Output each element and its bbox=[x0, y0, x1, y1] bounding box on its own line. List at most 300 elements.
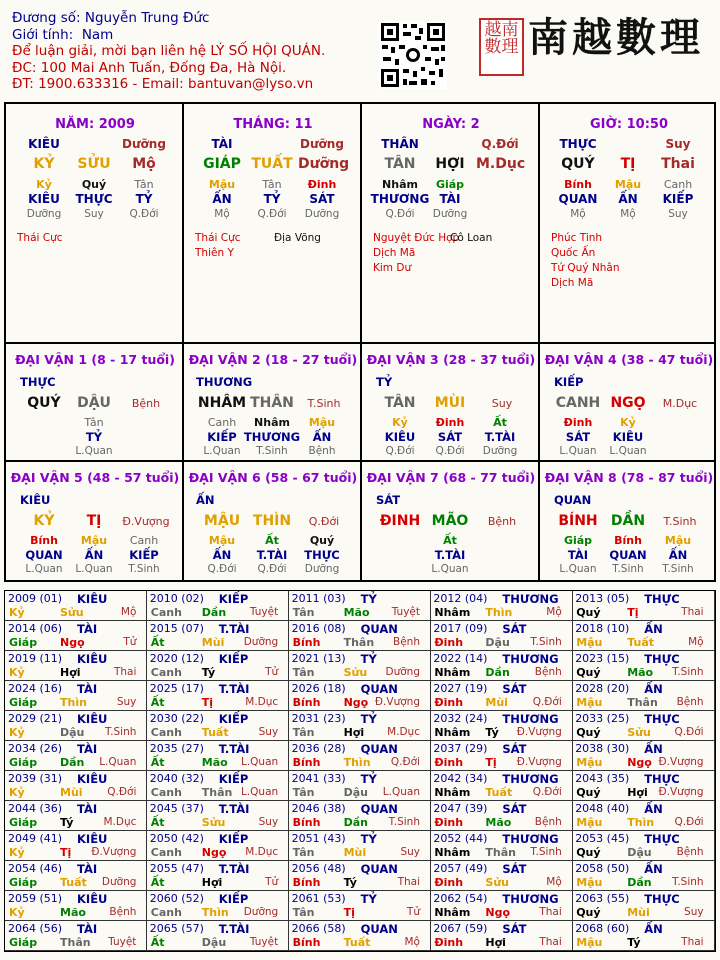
luck-h3-cell: T.Sinh bbox=[256, 445, 288, 457]
year-phase: Bệnh bbox=[676, 696, 704, 708]
year-god: ẤN bbox=[644, 802, 663, 816]
luck-h1-cell: Quý bbox=[309, 534, 335, 547]
year-label: 2038 (30) bbox=[575, 742, 630, 755]
year-branch: Dậu bbox=[485, 636, 510, 649]
year-label: 2021 (13) bbox=[291, 652, 346, 665]
year-god: ẤN bbox=[644, 742, 663, 756]
luck-h2-cell: SÁT bbox=[565, 430, 591, 444]
year-phase: Thai bbox=[539, 906, 562, 918]
year-phase: M.Dục bbox=[103, 816, 137, 828]
year-god: SÁT bbox=[502, 802, 527, 816]
year-label: 2031 (23) bbox=[291, 712, 346, 725]
year-stem: Tân bbox=[292, 666, 315, 679]
year-cell-2068[interactable] bbox=[572, 921, 714, 951]
year-phase: Đ.Vượng bbox=[91, 846, 137, 858]
year-cell-2020[interactable] bbox=[147, 651, 289, 681]
year-stem: Quý bbox=[576, 906, 601, 919]
year-cell-2043[interactable] bbox=[572, 771, 714, 801]
pillar-row1-cell: Q.Đới bbox=[481, 137, 519, 151]
year-label: 2042 (34) bbox=[433, 772, 488, 785]
year-label: 2012 (04) bbox=[433, 592, 488, 605]
year-cell-2058[interactable] bbox=[572, 861, 714, 891]
year-cell-2032[interactable] bbox=[430, 711, 572, 741]
year-label: 2037 (29) bbox=[433, 742, 488, 755]
year-cell-2030[interactable] bbox=[147, 711, 289, 741]
year-branch: Dậu bbox=[627, 846, 652, 859]
year-god: ẤN bbox=[644, 622, 663, 636]
year-branch: Mão bbox=[60, 906, 86, 919]
luck-branch: THÌN bbox=[252, 513, 292, 529]
year-label: 2027 (19) bbox=[433, 682, 488, 695]
year-cell-2066[interactable] bbox=[289, 921, 431, 951]
year-cell-2041[interactable] bbox=[289, 771, 431, 801]
contact-invite: Để luận giải, mời bạn liên hệ LÝ SỐ HỘI QUÁN. bbox=[12, 43, 326, 59]
year-label: 2026 (18) bbox=[291, 682, 346, 695]
pillar-row2-cell: HỢI bbox=[435, 156, 465, 172]
year-god: TỶ bbox=[360, 892, 377, 906]
year-branch: Dần bbox=[60, 756, 85, 769]
year-cell-2025[interactable] bbox=[147, 681, 289, 711]
year-god: THỰC bbox=[644, 832, 680, 846]
year-cell-2063[interactable] bbox=[572, 891, 714, 921]
luck-title: ĐẠI VẬN 1 (8 - 17 tuổi) bbox=[15, 352, 175, 367]
luck-h3-cell: Q.Đới bbox=[435, 445, 465, 457]
year-branch: Thân bbox=[60, 936, 91, 949]
year-phase: Tử bbox=[123, 636, 137, 648]
year-label: 2040 (32) bbox=[149, 772, 204, 785]
year-cell-2023[interactable] bbox=[572, 651, 714, 681]
pillar-row1-cell: THÂN bbox=[381, 137, 419, 151]
year-branch: Tị bbox=[627, 606, 639, 619]
luck-h3-cell: T.Sinh bbox=[612, 563, 644, 575]
year-stem: Quý bbox=[576, 846, 601, 859]
year-cell-2015[interactable] bbox=[147, 621, 289, 651]
year-god: TỶ bbox=[360, 712, 377, 726]
year-branch: Thân bbox=[343, 636, 375, 649]
year-stem: Giáp bbox=[9, 696, 38, 709]
year-label: 2013 (05) bbox=[575, 592, 630, 605]
year-stem: Tân bbox=[292, 906, 315, 919]
pillar-title: THÁNG: 11 bbox=[233, 117, 313, 132]
seal-text: 越南數理 bbox=[484, 20, 519, 57]
luck-h2-cell: KIẾP bbox=[129, 548, 159, 562]
luck-h2-cell: QUAN bbox=[609, 548, 647, 562]
year-cell-2017[interactable] bbox=[430, 621, 572, 651]
year-branch: Dậu bbox=[343, 786, 368, 799]
year-label: 2010 (02) bbox=[149, 592, 204, 605]
year-stem: Đinh bbox=[434, 636, 464, 649]
luck-branch: DẦN bbox=[610, 513, 646, 529]
year-branch: Dần bbox=[485, 666, 510, 679]
year-stem: Đinh bbox=[434, 756, 464, 769]
luck-god: KIÊU bbox=[20, 493, 51, 507]
star-item: Địa Võng bbox=[274, 232, 321, 244]
year-phase: Dưỡng bbox=[385, 666, 420, 678]
year-label: 2065 (57) bbox=[149, 922, 204, 935]
year-label: 2022 (14) bbox=[433, 652, 488, 665]
luck-title: ĐẠI VẬN 7 (68 - 77 tuổi) bbox=[366, 470, 536, 485]
year-phase: Dưỡng bbox=[243, 636, 279, 648]
year-cell-2065[interactable] bbox=[147, 921, 289, 951]
year-phase: Tuyệt bbox=[249, 606, 279, 618]
year-phase: L.Quan bbox=[382, 786, 420, 798]
year-god: T.TÀI bbox=[218, 802, 250, 816]
year-stem: Đinh bbox=[434, 816, 464, 829]
year-cell-2035[interactable] bbox=[147, 741, 289, 771]
year-cell-2047[interactable] bbox=[430, 801, 572, 831]
year-stem: Giáp bbox=[9, 816, 38, 829]
year-branch: Sửu bbox=[627, 726, 651, 739]
year-god: TỶ bbox=[360, 652, 377, 666]
year-phase: Suy bbox=[400, 846, 420, 858]
luck-h2-cell: ẤN bbox=[212, 548, 232, 562]
year-god: KIÊU bbox=[77, 712, 108, 726]
luck-h2-cell: ẤN bbox=[84, 548, 104, 562]
year-branch: Ngọ bbox=[485, 906, 511, 919]
pillar-row1-cell: Dưỡng bbox=[300, 137, 344, 151]
year-label: 2053 (45) bbox=[575, 832, 630, 845]
year-stem: Tân bbox=[292, 606, 315, 619]
year-label: 2035 (27) bbox=[149, 742, 204, 755]
year-god: THƯƠNG bbox=[502, 892, 559, 906]
year-god: KIẾP bbox=[218, 832, 249, 846]
year-god: THỰC bbox=[644, 892, 680, 906]
year-cell-2051[interactable] bbox=[289, 831, 431, 861]
pillar-row3-cell: Mậu bbox=[208, 178, 236, 191]
year-god: QUAN bbox=[360, 682, 398, 696]
year-god: ẤN bbox=[644, 922, 663, 936]
luck-god: THƯƠNG bbox=[196, 375, 253, 389]
year-branch: Ngọ bbox=[201, 846, 227, 859]
year-cell-2053[interactable] bbox=[572, 831, 714, 861]
year-god: THƯƠNG bbox=[502, 712, 559, 726]
year-cell-2046[interactable] bbox=[289, 801, 431, 831]
pillar-title: NGÀY: 2 bbox=[422, 117, 480, 132]
year-cell-2024[interactable] bbox=[5, 681, 147, 711]
owner-label: Đương số: bbox=[12, 10, 81, 26]
pillar-row4-cell: KIẾP bbox=[662, 192, 694, 206]
year-stem: Bính bbox=[292, 756, 321, 769]
year-phase: Tuyệt bbox=[249, 936, 279, 948]
year-cell-2060[interactable] bbox=[147, 891, 289, 921]
year-cell-2061[interactable] bbox=[289, 891, 431, 921]
year-phase: Q.Đới bbox=[107, 786, 137, 798]
year-branch: Dần bbox=[201, 606, 227, 619]
year-cell-2029[interactable] bbox=[5, 711, 147, 741]
qr-code-icon[interactable] bbox=[379, 21, 447, 89]
year-label: 2060 (52) bbox=[149, 892, 204, 905]
year-phase: Suy bbox=[258, 816, 279, 828]
pillar-row4-cell: ẤN bbox=[212, 192, 232, 206]
pillar-row5-cell: Dưỡng bbox=[432, 208, 468, 220]
year-branch: Tý bbox=[60, 816, 74, 829]
year-phase: Tử bbox=[265, 876, 279, 888]
year-cell-2022[interactable] bbox=[430, 651, 572, 681]
pillar-row5-cell: Q.Đới bbox=[129, 208, 159, 220]
year-god: KIÊU bbox=[77, 892, 108, 906]
year-god: THỰC bbox=[644, 652, 680, 666]
pillar-row3-cell: Kỷ bbox=[36, 178, 52, 191]
pillar-row5-cell: Mộ bbox=[214, 208, 230, 220]
luck-h2-cell: QUAN bbox=[25, 548, 63, 562]
year-cell-2062[interactable] bbox=[430, 891, 572, 921]
year-cell-2052[interactable] bbox=[430, 831, 572, 861]
year-cell-2056[interactable] bbox=[289, 861, 431, 891]
year-phase: Thai bbox=[681, 606, 704, 618]
luck-h3-cell: Dưỡng bbox=[482, 445, 518, 457]
year-label: 2044 (36) bbox=[8, 802, 63, 815]
year-god: THƯƠNG bbox=[502, 832, 559, 846]
year-phase: T.Sinh bbox=[104, 726, 137, 738]
luck-h1-cell: Bính bbox=[30, 534, 58, 547]
luck-phase: Q.Đới bbox=[308, 515, 340, 528]
year-stem: Giáp bbox=[9, 636, 38, 649]
pillar-row5-cell: Mộ bbox=[570, 208, 586, 220]
year-label: 2034 (26) bbox=[8, 742, 63, 755]
pillar-row2-cell: TỊ bbox=[620, 156, 636, 172]
year-phase: Mộ bbox=[688, 636, 704, 648]
year-stem: Canh bbox=[150, 726, 182, 739]
year-phase: Đ.Vượng bbox=[516, 756, 562, 768]
year-label: 2029 (21) bbox=[8, 712, 63, 725]
luck-h1-cell: Kỷ bbox=[620, 416, 636, 429]
luck-h1-cell: Giáp bbox=[563, 534, 593, 547]
year-cell-2012[interactable] bbox=[430, 591, 572, 621]
year-stem: Ất bbox=[150, 636, 165, 649]
year-branch: Dậu bbox=[60, 726, 85, 739]
pillar-row2-cell: TÂN bbox=[384, 156, 416, 172]
year-cell-2026[interactable] bbox=[289, 681, 431, 711]
year-stem: Canh bbox=[150, 606, 182, 619]
gender-label: Giới tính: bbox=[12, 26, 74, 43]
luck-h2-cell: SÁT bbox=[437, 430, 463, 444]
year-label: 2014 (06) bbox=[8, 622, 63, 635]
luck-branch: NGỌ bbox=[610, 395, 646, 411]
year-stem: Ất bbox=[150, 756, 165, 769]
year-cell-2055[interactable] bbox=[147, 861, 289, 891]
pillar-row5-cell: Suy bbox=[668, 208, 688, 220]
year-stem: Tân bbox=[292, 726, 315, 739]
year-god: SÁT bbox=[502, 682, 527, 696]
luck-h3-cell: T.Sinh bbox=[128, 563, 160, 575]
pillar-row3-cell: Tân bbox=[262, 178, 282, 191]
year-god: TỶ bbox=[360, 832, 377, 846]
year-branch: Sửu bbox=[485, 876, 509, 889]
year-cell-2021[interactable] bbox=[289, 651, 431, 681]
year-label: 2039 (31) bbox=[8, 772, 63, 785]
year-cell-2028[interactable] bbox=[572, 681, 714, 711]
year-branch: Mão bbox=[343, 606, 370, 619]
year-cell-2036[interactable] bbox=[289, 741, 431, 771]
pillar-stars bbox=[373, 231, 459, 276]
year-stem: Kỷ bbox=[9, 846, 25, 859]
year-phase: Dưỡng bbox=[101, 876, 137, 888]
year-stem: Nhâm bbox=[434, 786, 471, 799]
year-stem: Ất bbox=[150, 876, 165, 889]
year-phase: Thai bbox=[397, 876, 420, 888]
year-label: 2061 (53) bbox=[291, 892, 346, 905]
year-god: ẤN bbox=[644, 682, 663, 696]
pillar-row3-cell: Canh bbox=[663, 178, 693, 191]
luck-branch: MÃO bbox=[431, 513, 469, 529]
year-stem: Bính bbox=[292, 696, 321, 709]
year-branch: Tị bbox=[60, 846, 72, 859]
pillar-row2-cell: TUẤT bbox=[251, 156, 293, 172]
pillar-row3-cell: Bính bbox=[564, 178, 592, 191]
pillar-title: GIỜ: 10:50 bbox=[590, 117, 668, 132]
year-phase: Tử bbox=[265, 666, 279, 678]
luck-h3-cell: L.Quan bbox=[431, 563, 469, 575]
year-god: KIẾP bbox=[218, 892, 249, 906]
luck-h1-cell: Mậu bbox=[664, 534, 692, 547]
luck-god: TỶ bbox=[376, 375, 393, 389]
year-phase: Mộ bbox=[404, 936, 420, 948]
pillar-row4-cell: THỰC bbox=[75, 192, 113, 206]
luck-stem: TÂN bbox=[384, 395, 416, 411]
luck-title: ĐẠI VẬN 8 (78 - 87 tuổi) bbox=[544, 470, 714, 485]
luck-h1-cell: Ất bbox=[265, 534, 279, 547]
year-cell-2038[interactable] bbox=[572, 741, 714, 771]
year-cell-2049[interactable] bbox=[5, 831, 147, 861]
year-god: TỶ bbox=[360, 592, 377, 606]
luck-h3-cell: L.Quan bbox=[75, 563, 113, 575]
year-cell-2010[interactable] bbox=[147, 591, 289, 621]
luck-h2-cell: KIẾP bbox=[207, 430, 237, 444]
year-cell-2040[interactable] bbox=[147, 771, 289, 801]
year-god: QUAN bbox=[360, 742, 398, 756]
year-cell-2018[interactable] bbox=[572, 621, 714, 651]
year-branch: Hợi bbox=[485, 936, 506, 949]
year-phase: Thai bbox=[113, 666, 137, 678]
year-stem: Đinh bbox=[434, 936, 464, 949]
year-cell-2034[interactable] bbox=[5, 741, 147, 771]
year-cell-2044[interactable] bbox=[5, 801, 147, 831]
year-stem: Quý bbox=[576, 726, 601, 739]
star-item: Thiên Y bbox=[195, 247, 234, 259]
year-cell-2016[interactable] bbox=[289, 621, 431, 651]
year-cell-2009[interactable] bbox=[5, 591, 147, 621]
year-stem: Đinh bbox=[434, 876, 464, 889]
luck-stem: BÍNH bbox=[558, 513, 598, 529]
year-cell-2014[interactable] bbox=[5, 621, 147, 651]
year-stem: Kỷ bbox=[9, 726, 25, 739]
year-stem: Mậu bbox=[576, 936, 603, 949]
year-cell-2027[interactable] bbox=[430, 681, 572, 711]
year-phase: Bệnh bbox=[534, 816, 562, 828]
year-cell-2057[interactable] bbox=[430, 861, 572, 891]
luck-period-6 bbox=[184, 462, 360, 578]
pillar-row4-cell: QUAN bbox=[558, 192, 598, 206]
year-branch: Mùi bbox=[627, 906, 650, 919]
year-phase: Mộ bbox=[546, 606, 562, 618]
luck-h2-cell: TÀI bbox=[567, 548, 589, 562]
year-god: TÀI bbox=[77, 622, 98, 636]
year-label: 2057 (49) bbox=[433, 862, 488, 875]
star-item: Nguyệt Đức Hợp bbox=[373, 232, 460, 244]
year-cell-2037[interactable] bbox=[430, 741, 572, 771]
year-branch: Sửu bbox=[60, 606, 84, 619]
year-cell-2011[interactable] bbox=[289, 591, 431, 621]
year-stem: Nhâm bbox=[434, 726, 471, 739]
year-stem: Mậu bbox=[576, 696, 603, 709]
luck-title: ĐẠI VẬN 2 (18 - 27 tuổi) bbox=[188, 352, 358, 367]
year-label: 2058 (50) bbox=[575, 862, 630, 875]
star-item: Thái Cực bbox=[195, 232, 241, 244]
luck-phase: Bệnh bbox=[131, 397, 161, 410]
pillar-title: NĂM: 2009 bbox=[55, 117, 135, 132]
luck-branch: THÂN bbox=[250, 395, 294, 411]
pillar-row4-cell: SÁT bbox=[309, 192, 335, 206]
year-branch: Tuất bbox=[60, 876, 87, 889]
year-phase: Thai bbox=[539, 936, 562, 948]
year-phase: T.Sinh bbox=[388, 816, 420, 828]
luck-period-5 bbox=[6, 462, 182, 578]
year-cell-2045[interactable] bbox=[147, 801, 289, 831]
luck-h1-cell: Mậu bbox=[208, 534, 236, 547]
luck-h2-cell: ẤN bbox=[668, 548, 688, 562]
year-label: 2009 (01) bbox=[8, 592, 63, 605]
year-branch: Thìn bbox=[343, 756, 371, 769]
year-god: QUAN bbox=[360, 622, 398, 636]
star-item: Cô Loan bbox=[450, 232, 493, 244]
year-cell-2033[interactable] bbox=[572, 711, 714, 741]
year-branch: Thìn bbox=[201, 906, 229, 919]
year-god: TÀI bbox=[77, 922, 98, 936]
year-branch: Tý bbox=[201, 666, 216, 679]
luck-phase: Đ.Vượng bbox=[122, 515, 170, 528]
year-phase: T.Sinh bbox=[672, 876, 704, 888]
year-cell-2031[interactable] bbox=[289, 711, 431, 741]
year-phase: Dưỡng bbox=[243, 906, 279, 918]
pillar-row4-cell: TỶ bbox=[135, 192, 153, 206]
year-phase: Đ.Vượng bbox=[658, 786, 704, 798]
year-cell-2042[interactable] bbox=[430, 771, 572, 801]
luck-h1-cell: Bính bbox=[614, 534, 642, 547]
year-phase: T.Sinh bbox=[530, 636, 562, 648]
year-phase: Bệnh bbox=[534, 666, 562, 678]
year-god: THƯƠNG bbox=[502, 592, 559, 606]
pillar-row2-cell: Mộ bbox=[132, 156, 156, 172]
year-cell-2048[interactable] bbox=[572, 801, 714, 831]
year-cell-2019[interactable] bbox=[5, 651, 147, 681]
year-stem: Kỷ bbox=[9, 906, 25, 919]
year-cell-2039[interactable] bbox=[5, 771, 147, 801]
brand-logo bbox=[498, 6, 704, 63]
year-stem: Mậu bbox=[576, 636, 603, 649]
luck-h3-cell: Dưỡng bbox=[304, 563, 340, 575]
year-god: TÀI bbox=[77, 802, 98, 816]
luck-h1-cell: Mậu bbox=[308, 416, 336, 429]
luck-branch: TỊ bbox=[86, 513, 102, 529]
luck-phase: T.Sinh bbox=[307, 397, 341, 410]
year-cell-2064[interactable] bbox=[5, 921, 147, 951]
yearly-grid bbox=[4, 590, 716, 952]
luck-title: ĐẠI VẬN 5 (48 - 57 tuổi) bbox=[10, 470, 180, 485]
year-god: SÁT bbox=[502, 742, 527, 756]
pillar-0 bbox=[6, 104, 182, 340]
year-cell-2013[interactable] bbox=[572, 591, 714, 621]
year-cell-2059[interactable] bbox=[5, 891, 147, 921]
year-label: 2062 (54) bbox=[433, 892, 488, 905]
year-label: 2055 (47) bbox=[149, 862, 204, 875]
luck-god: SÁT bbox=[376, 493, 401, 507]
year-cell-2054[interactable] bbox=[5, 861, 147, 891]
year-cell-2067[interactable] bbox=[430, 921, 572, 951]
year-branch: Mùi bbox=[201, 636, 225, 649]
year-stem: Kỷ bbox=[9, 606, 25, 619]
luck-h2-cell: THƯƠNG bbox=[243, 430, 301, 444]
year-cell-2050[interactable] bbox=[147, 831, 289, 861]
